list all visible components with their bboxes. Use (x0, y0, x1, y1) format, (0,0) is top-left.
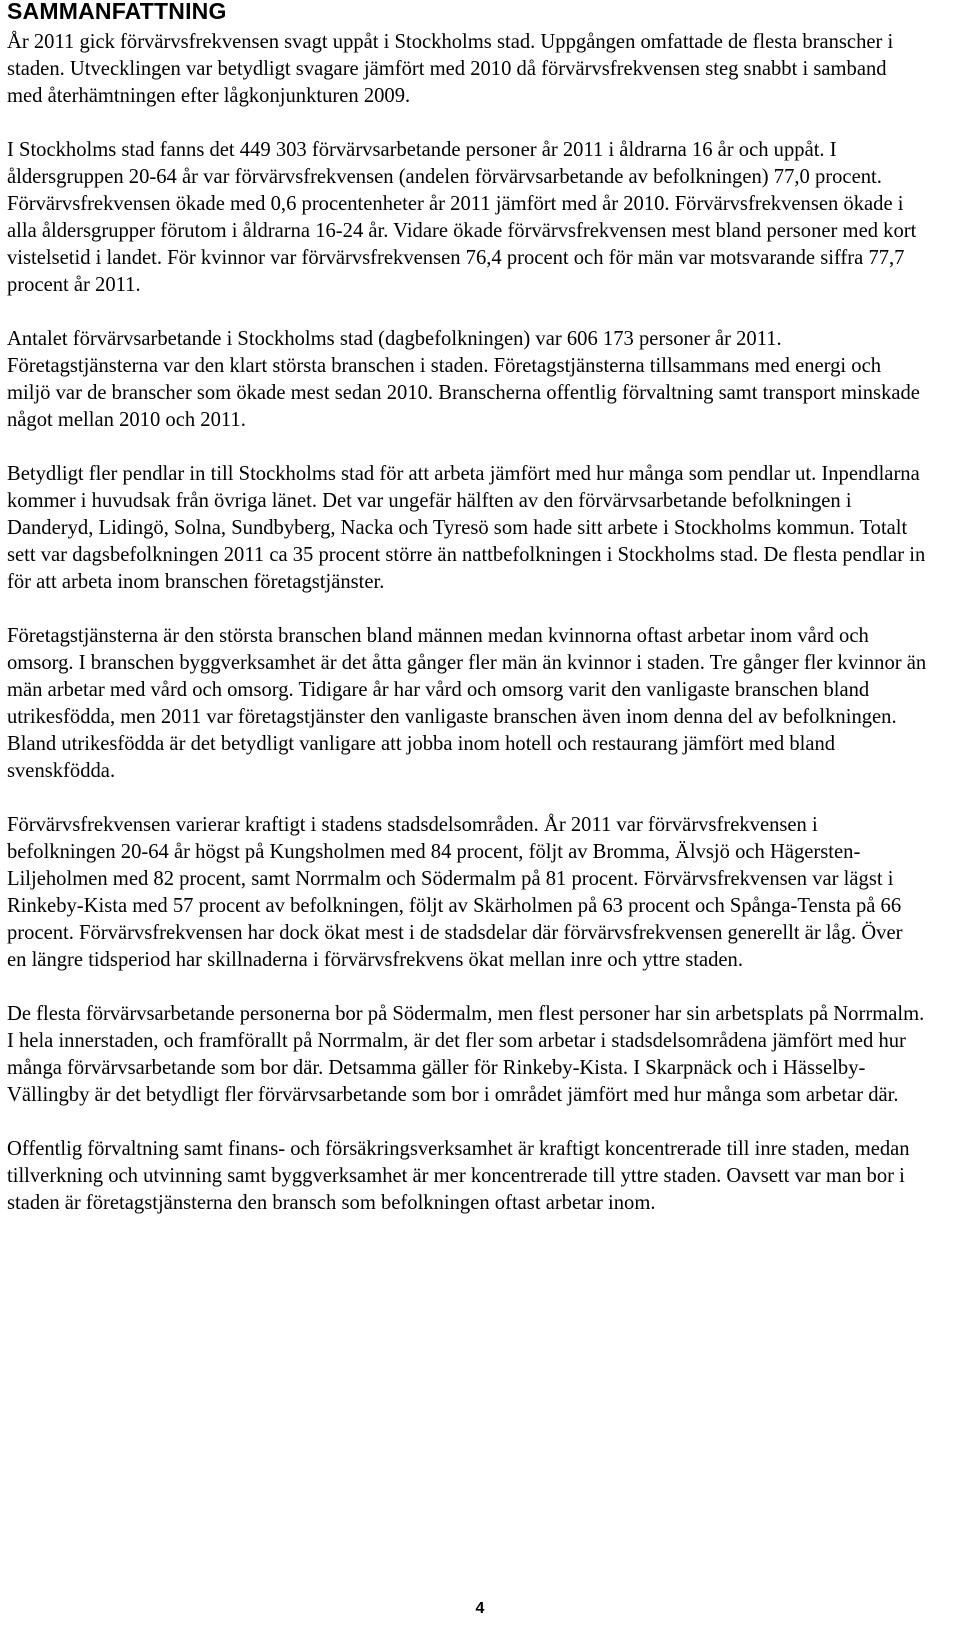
section-heading: SAMMANFATTNING (7, 0, 227, 24)
paragraph-districts: Förvärvsfrekvensen varierar kraftigt i stadens stadsdelsområden. År 2011 var förvärvsfrekvensen i befolkningen 20-64 år högst på Kungsholmen med 84 procent, följt av Bromma, Älvsjö och Hägersten-Liljeholmen med 82 procent, samt Norrmalm och Södermalm på 81 procent. Förvärvsfrekvensen var lägst i Rinkeby-Kista med 57 procent av befolkningen, följt av Skärholmen på 63 procent och Spånga-Tensta på 66 procent. Förvärvsfrekvensen har dock ökat mest i de stadsdelar där förvärvsfrekvensen generellt är låg. Över en längre tidsperiod har skillnaderna i förvärvsfrekvens ökat mellan inre och yttre staden. (7, 814, 903, 971)
paragraph-employment-rate: I Stockholms stad fanns det 449 303 förvärvsarbetande personer år 2011 i åldrarna 16 år och uppåt. I åldersgruppen 20-64 år var förvärvsfrekvensen (andelen förvärvsarbetande av befolkningen) 77,0 procent. Förvärvsfrekvensen ökade med 0,6 procentenheter år 2011 jämfört med år 2010. Förvärvsfrekvensen ökade i alla åldersgrupper förutom i åldrarna 16-24 år. Vidare ökade förvärvsfrekvensen mest bland personer med kort vistelsetid i landet. För kvinnor var förvärvsfrekvensen 76,4 procent och för män var motsvarande siffra 77,7 procent år 2011. (7, 139, 917, 296)
paragraph-day-population: Antalet förvärvsarbetande i Stockholms stad (dagbefolkningen) var 606 173 personer år 2011. Företagstjänsterna var den klart största branschen i staden. Företagstjänsterna tillsammans med energi och miljö var de branscher som ökade mest sedan 2010. Branscherna offentlig förvaltning samt transport minskade något mellan 2010 och 2011. (7, 328, 920, 431)
paragraph-gender-industries: Företagstjänsterna är den största branschen bland männen medan kvinnorna oftast arbetar inom vård och omsorg. I branschen byggverksamhet är det åtta gånger fler män än kvinnor i staden. Tre gånger fler kvinnor än män arbetar med vård och omsorg. Tidigare år har vård och omsorg varit den vanligaste branschen bland utrikesfödda, men 2011 var företagstjänster den vanligaste branschen även inom denna del av befolkningen. Bland utrikesfödda är det betydligt vanligare att jobba inom hotell och restaurang jämfört med bland svenskfödda. (7, 625, 927, 782)
summary-section (7, 0, 927, 1244)
paragraph-commuting: Betydligt fler pendlar in till Stockholms stad för att arbeta jämfört med hur många som pendlar ut. Inpendlarna kommer i huvudsak från övriga länet. Det var ungefär hälften av den förvärvsarbetande befolkningen i Danderyd, Lidingö, Solna, Sundbyberg, Nacka och Tyresö som hade sitt arbete i Stockholms kommun. Totalt sett var dagsbefolkningen 2011 ca 35 procent större än nattbefolkningen i Stockholms stad. De flesta pendlar in för att arbeta inom branschen företagstjänster. (7, 463, 926, 593)
paragraph-residence-workplace: De flesta förvärvsarbetande personerna bor på Södermalm, men flest personer har sin arbetsplats på Norrmalm. I hela innerstaden, och framförallt på Norrmalm, är det fler som arbetar i stadsdelsområdena jämfört med hur många förvärvsarbetande som bor där. Detsamma gäller för Rinkeby-Kista. I Skarpnäck och i Hässelby-Vällingby är det betydligt fler förvärvsarbetande som bor i området jämfört med hur många som arbetar där. (7, 1003, 925, 1106)
page-number: 4 (475, 1600, 485, 1617)
paragraph-concentration: Offentlig förvaltning samt finans- och försäkringsverksamhet är kraftigt koncentrerade till inre staden, medan tillverkning och utvinning samt byggverksamhet är mer koncentrerade till yttre staden. Oavsett var man bor i staden är företagstjänsterna den bransch som befolkningen oftast arbetar inom. (7, 1138, 910, 1214)
paragraph-overview: År 2011 gick förvärvsfrekvensen svagt uppåt i Stockholms stad. Uppgången omfattade de flesta branscher i staden. Utvecklingen var betydligt svagare jämfört med 2010 då förvärvsfrekvensen steg snabbt i samband med återhämtningen efter lågkonjunkturen 2009. (7, 31, 894, 107)
